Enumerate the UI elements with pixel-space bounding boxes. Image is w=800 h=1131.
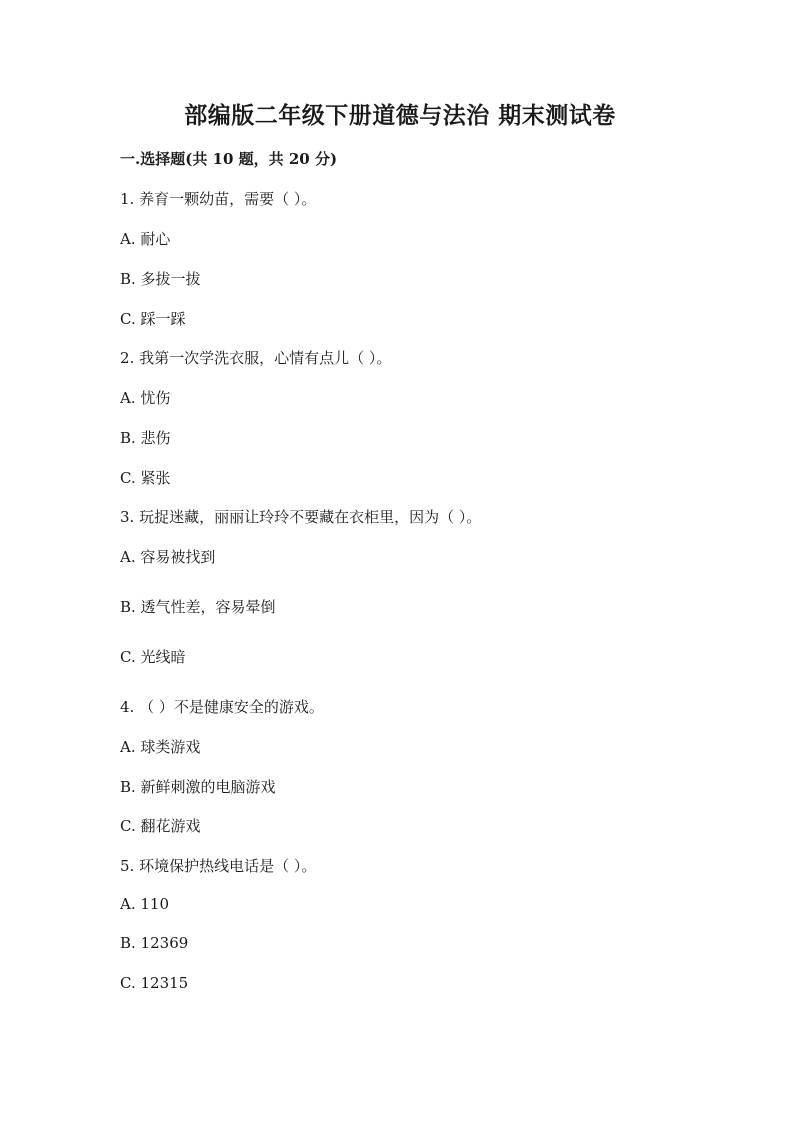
- question-2-option-a: A. 忧伤: [120, 389, 171, 407]
- question-4-stem: 4. （ ）不是健康安全的游戏。: [120, 698, 324, 716]
- question-5-option-a: A. 110: [120, 895, 169, 913]
- question-3-stem: 3. 玩捉迷藏，丽丽让玲玲不要藏在衣柜里，因为（ ）。: [120, 508, 482, 526]
- question-3-option-a: A. 容易被找到: [120, 548, 216, 566]
- question-1-option-b: B. 多拔一拔: [120, 270, 201, 288]
- page-title: 部编版二年级下册道德与法治 期末测试卷: [184, 102, 616, 129]
- question-1-option-c: C. 踩一踩: [120, 310, 186, 328]
- question-3-option-c: C. 光线暗: [120, 648, 186, 666]
- question-4-option-a: A. 球类游戏: [120, 738, 201, 756]
- question-4-option-c: C. 翻花游戏: [120, 817, 201, 835]
- question-3-option-b: B. 透气性差，容易晕倒: [120, 598, 276, 616]
- question-2-option-c: C. 紧张: [120, 469, 171, 487]
- question-4-option-b: B. 新鲜刺激的电脑游戏: [120, 778, 276, 796]
- question-2-option-b: B. 悲伤: [120, 429, 171, 447]
- section-heading: 一.选择题(共 10 题，共 20 分): [120, 150, 338, 168]
- question-5-option-c: C. 12315: [120, 974, 189, 992]
- question-5-stem: 5. 环境保护热线电话是（ ）。: [120, 857, 317, 875]
- question-1-option-a: A. 耐心: [120, 230, 171, 248]
- question-2-stem: 2. 我第一次学洗衣服，心情有点儿（ ）。: [120, 349, 392, 367]
- question-5-option-b: B. 12369: [120, 934, 189, 952]
- question-1-stem: 1. 养育一颗幼苗，需要（ ）。: [120, 190, 317, 208]
